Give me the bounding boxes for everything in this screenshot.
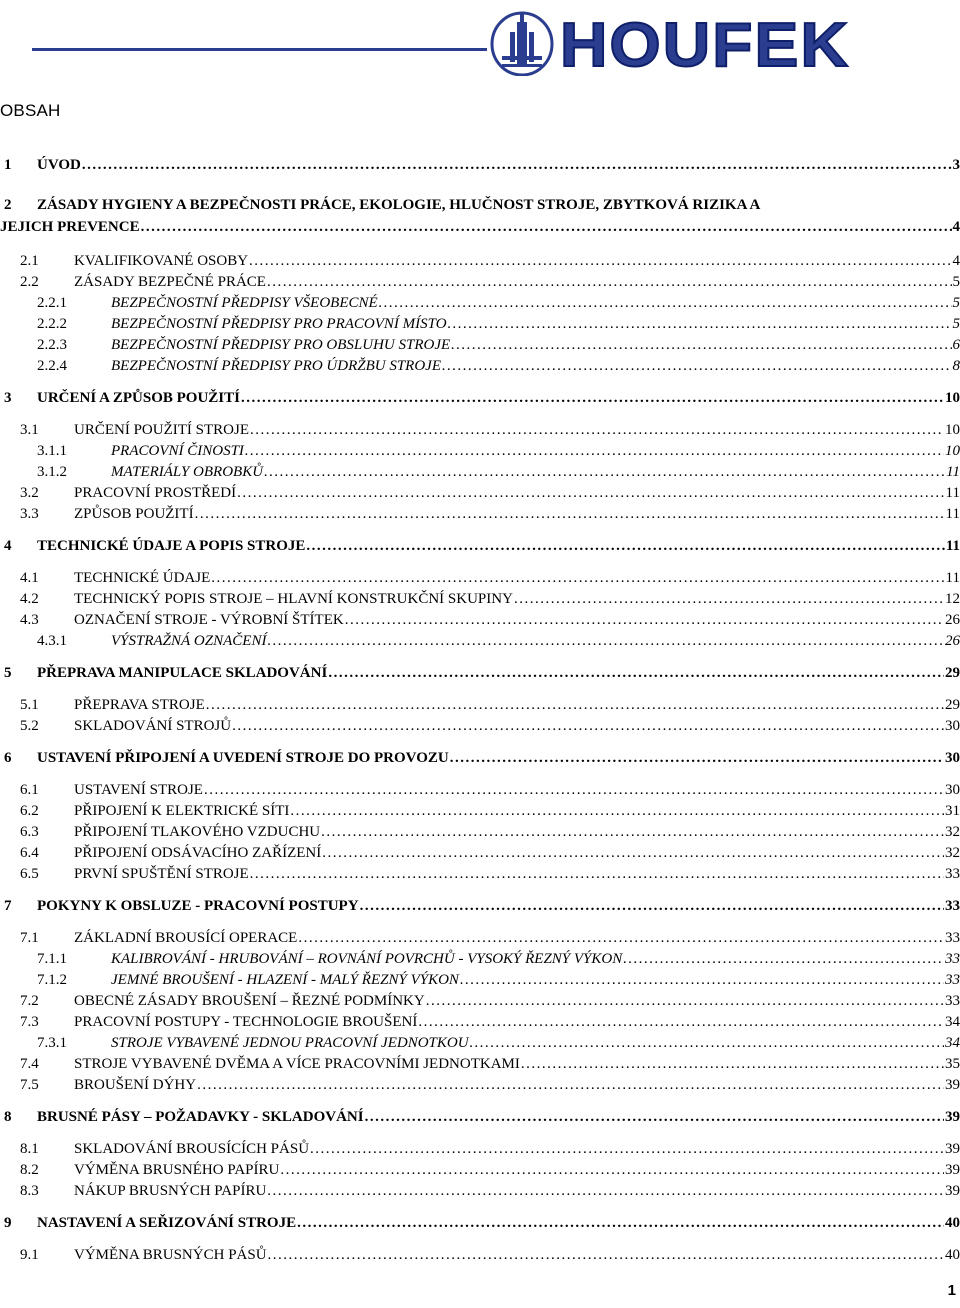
toc-entry-title: SKLADOVÁNÍ STROJŮ	[74, 718, 232, 734]
toc-leader-dots	[297, 1215, 944, 1232]
toc-leader-dots	[365, 1109, 944, 1126]
toc-entry-number: 7.3	[20, 1014, 39, 1030]
toc-entry-page: 4	[952, 253, 960, 269]
toc-leader-dots	[345, 612, 944, 629]
toc-entry-number: 7.1.2	[37, 972, 67, 988]
toc-entry-number: 7.3.1	[37, 1035, 67, 1051]
toc-entry-number: 3.1.1	[37, 443, 67, 459]
toc-entry-title: STROJE VYBAVENÉ DVĚMA A VÍCE PRACOVNÍMI JEDNOTKAMI	[74, 1056, 520, 1072]
toc-leader-dots	[249, 253, 951, 270]
toc-entry-page: 30	[945, 718, 960, 734]
toc-entry-title: PRACOVNÍ PROSTŘEDÍ	[74, 485, 237, 501]
toc-entry-number: 5.2	[20, 718, 39, 734]
toc-entry-title: USTAVENÍ STROJE	[74, 782, 203, 798]
toc-leader-dots	[204, 782, 944, 799]
toc-entry-title: NÁKUP BRUSNÝCH PAPÍRU	[74, 1183, 267, 1199]
toc-entry-title: BRUSNÉ PÁSY – POŽADAVKY - SKLADOVÁNÍ	[37, 1109, 364, 1125]
toc-entry-title: BEZPEČNOSTNÍ PŘEDPISY VŠEOBECNÉ	[111, 295, 378, 311]
toc-entry-title: ZÁSADY BEZPEČNÉ PRÁCE	[74, 274, 266, 290]
toc-leader-dots	[514, 591, 944, 608]
toc-entry-number: 7.1.1	[37, 951, 67, 967]
toc-entry-page: 33	[945, 993, 960, 1009]
toc-entry-title: TECHNICKÝ POPIS STROJE – HLAVNÍ KONSTRUKČNÍ SKUPINY	[74, 591, 513, 607]
toc-leader-dots	[195, 506, 945, 523]
toc-entry-title: PRVNÍ SPUŠTĚNÍ STROJE	[74, 866, 249, 882]
toc-entry-title: TECHNICKÉ ÚDAJE A POPIS STROJE	[37, 538, 306, 554]
toc-entry-title: OZNAČENÍ STROJE - VÝROBNÍ ŠTÍTEK	[74, 612, 344, 628]
toc-entry-page: 12	[945, 591, 960, 607]
toc-entry-page: 3	[952, 157, 960, 173]
toc-entry-title: BEZPEČNOSTNÍ PŘEDPISY PRO PRACOVNÍ MÍSTO	[111, 316, 447, 332]
toc-entry-title: PŘEPRAVA STROJE	[74, 697, 205, 713]
toc-leader-dots	[267, 274, 952, 291]
toc-entry-title: POKYNY K OBSLUZE - PRACOVNÍ POSTUPY	[37, 898, 359, 914]
toc-leader-dots	[82, 157, 952, 174]
toc-entry-number: 3.1.2	[37, 464, 67, 480]
toc-entry-title: ÚVOD	[37, 157, 81, 173]
toc-entry-page: 10	[945, 422, 960, 438]
toc-entry-page: 5	[952, 274, 960, 290]
toc-entry-title: MATERIÁLY OBROBKŮ	[111, 464, 264, 480]
toc-entry-title: PRACOVNÍ ČINOSTI	[111, 443, 244, 459]
toc-entry-page: 33	[945, 930, 960, 946]
toc-entry-number: 7.1	[20, 930, 39, 946]
toc-entry-page: 8	[952, 358, 960, 374]
toc-leader-dots	[206, 697, 944, 714]
toc-entry-page: 39	[945, 1109, 960, 1125]
toc-leader-dots	[450, 750, 944, 767]
svg-text:HOUFEK: HOUFEK	[560, 11, 850, 76]
toc-heading: OBSAH	[0, 101, 61, 120]
toc-entry-title: JEMNÉ BROUŠENÍ - HLAZENÍ - MALÝ ŘEZNÝ VÝKON	[111, 972, 459, 988]
toc-entry-page: 39	[945, 1141, 960, 1157]
toc-entry-title: KVALIFIKOVANÉ OSOBY	[74, 253, 249, 269]
toc-leader-dots	[264, 464, 945, 481]
toc-entry-page: 11	[945, 538, 960, 554]
toc-entry-number: 7.4	[20, 1056, 39, 1072]
toc-entry-title: SKLADOVÁNÍ BROUSÍCÍCH PÁSŮ	[74, 1141, 310, 1157]
toc-entry-page: 39	[945, 1077, 960, 1093]
toc-entry-page: 35	[945, 1056, 960, 1072]
toc-leader-dots	[521, 1056, 944, 1073]
toc-entry-number: 4.3.1	[37, 633, 67, 649]
toc-entry-page: 26	[945, 633, 960, 649]
toc-leader-dots	[306, 538, 944, 555]
toc-leader-dots	[360, 898, 944, 915]
toc-leader-dots	[321, 824, 944, 841]
toc-entry-title: URČENÍ POUŽITÍ STROJE	[74, 422, 249, 438]
toc-entry-title: TECHNICKÉ ÚDAJE	[74, 570, 211, 586]
toc-entry-number: 4	[4, 538, 12, 554]
toc-entry-page: 33	[945, 951, 960, 967]
toc-entry-number: 8.3	[20, 1183, 39, 1199]
toc-entry-number: 3.1	[20, 422, 39, 438]
toc-leader-dots	[241, 390, 944, 407]
toc-leader-dots	[460, 972, 944, 989]
toc-entry-number: 6.2	[20, 803, 39, 819]
toc-entry-title: PŘEPRAVA MANIPULACE SKLADOVÁNÍ	[37, 665, 328, 681]
toc-entry-title: STROJE VYBAVENÉ JEDNOU PRACOVNÍ JEDNOTKOU	[111, 1035, 469, 1051]
toc-entry-title: JEJICH PREVENCE	[0, 219, 140, 235]
toc-entry-page: 39	[945, 1183, 960, 1199]
toc-entry-title: VÝSTRAŽNÁ OZNAČENÍ	[111, 633, 267, 649]
toc-entry-number: 9	[4, 1215, 12, 1231]
toc-entry-number: 2	[4, 197, 12, 213]
toc-entry-number: 6.5	[20, 866, 39, 882]
toc-entry-page: 40	[945, 1247, 960, 1263]
toc-entry-number: 2.1	[20, 253, 39, 269]
toc-entry-page: 5	[952, 295, 960, 311]
toc-leader-dots	[280, 1162, 944, 1179]
toc-leader-dots	[141, 219, 952, 236]
toc-entry-number: 2.2.2	[37, 316, 67, 332]
toc-leader-dots	[623, 951, 944, 968]
toc-leader-dots	[268, 1247, 944, 1264]
toc-entry-number: 9.1	[20, 1247, 39, 1263]
page-number: 1	[947, 1282, 956, 1299]
toc-leader-dots	[250, 866, 944, 883]
toc-entry-page: 11	[946, 464, 960, 480]
toc-entry-number: 8	[4, 1109, 12, 1125]
toc-entry-number: 7.2	[20, 993, 39, 1009]
toc-entry-title: OBECNÉ ZÁSADY BROUŠENÍ – ŘEZNÉ PODMÍNKY	[74, 993, 425, 1009]
toc-leader-dots	[426, 993, 944, 1010]
toc-entry-title-line1: ZÁSADY HYGIENY A BEZPEČNOSTI PRÁCE, EKOLOGIE, HLUČNOST STROJE, ZBYTKOVÁ RIZIKA A	[37, 197, 761, 213]
toc-leader-dots	[379, 295, 952, 312]
toc-entry-page: 32	[945, 845, 960, 861]
toc-entry-number: 2.2	[20, 274, 39, 290]
toc-entry-title: KALIBROVÁNÍ - HRUBOVÁNÍ – ROVNÁNÍ POVRCHŮ - VYSOKÝ ŘEZNÝ VÝKON	[111, 951, 623, 967]
toc-entry-page: 39	[945, 1162, 960, 1178]
toc-entry-page: 29	[945, 665, 960, 681]
toc-entry-number: 7	[4, 898, 12, 914]
toc-entry-title: VÝMĚNA BRUSNÝCH PÁSŮ	[74, 1247, 267, 1263]
toc-entry-title: ZPŮSOB POUŽITÍ	[74, 506, 194, 522]
toc-entry-page: 10	[945, 390, 960, 406]
toc-entry-page: 11	[945, 485, 960, 501]
toc-entry-page: 33	[945, 898, 960, 914]
toc-entry-number: 5.1	[20, 697, 39, 713]
toc-entry-page: 11	[945, 506, 960, 522]
toc-entry-title: PŘIPOJENÍ ODSÁVACÍHO ZAŘÍZENÍ	[74, 845, 322, 861]
toc-entry-page: 30	[945, 782, 960, 798]
toc-entry-number: 4.1	[20, 570, 39, 586]
toc-entry-title: PRACOVNÍ POSTUPY - TECHNOLOGIE BROUŠENÍ	[74, 1014, 418, 1030]
toc-entry-number: 4.3	[20, 612, 39, 628]
toc-entry-number: 8.1	[20, 1141, 39, 1157]
toc-entry-number: 3	[4, 390, 12, 406]
toc-entry-page: 6	[952, 337, 960, 353]
toc-leader-dots	[418, 1014, 944, 1031]
toc-entry-page: 34	[945, 1014, 960, 1030]
toc-entry-title: URČENÍ A ZPŮSOB POUŽITÍ	[37, 390, 240, 406]
toc-leader-dots	[211, 570, 944, 587]
toc-entry-title: VÝMĚNA BRUSNÉHO PAPÍRU	[74, 1162, 280, 1178]
toc-entry-number: 6.4	[20, 845, 39, 861]
toc-entry-page: 31	[945, 803, 960, 819]
toc-entry-page: 4	[952, 219, 960, 235]
toc-leader-dots	[267, 1183, 944, 1200]
toc-leader-dots	[250, 422, 944, 439]
toc-entry-title: BEZPEČNOSTNÍ PŘEDPISY PRO ÚDRŽBU STROJE	[111, 358, 441, 374]
toc-entry-number: 6.1	[20, 782, 39, 798]
toc-entry-number: 2.2.4	[37, 358, 67, 374]
toc-entry-number: 6.3	[20, 824, 39, 840]
toc-entry-title: ZÁKLADNÍ BROUSÍCÍ OPERACE	[74, 930, 298, 946]
toc-entry-number: 6	[4, 750, 12, 766]
toc-entry-number: 3.2	[20, 485, 39, 501]
toc-entry-page: 32	[945, 824, 960, 840]
toc-entry-number: 8.2	[20, 1162, 39, 1178]
toc-entry-number: 4.2	[20, 591, 39, 607]
toc-entry-title: PŘIPOJENÍ TLAKOVÉHO VZDUCHU	[74, 824, 321, 840]
toc-entry-page: 10	[945, 443, 960, 459]
toc-entry-title: BEZPEČNOSTNÍ PŘEDPISY PRO OBSLUHU STROJE	[111, 337, 451, 353]
toc-leader-dots	[290, 803, 944, 820]
toc-entry-number: 3.3	[20, 506, 39, 522]
toc-leader-dots	[442, 358, 952, 375]
toc-entry-title: USTAVENÍ PŘIPOJENÍ A UVEDENÍ STROJE DO PROVOZU	[37, 750, 449, 766]
toc-entry-number: 1	[4, 157, 12, 173]
toc-leader-dots	[310, 1141, 944, 1158]
toc-leader-dots	[197, 1077, 944, 1094]
toc-entry-page: 34	[945, 1035, 960, 1051]
toc-leader-dots	[451, 337, 951, 354]
toc-leader-dots	[322, 845, 944, 862]
toc-leader-dots	[328, 665, 944, 682]
toc-entry-page: 26	[945, 612, 960, 628]
toc-leader-dots	[237, 485, 944, 502]
toc-leader-dots	[448, 316, 952, 333]
toc-entry-title: PŘIPOJENÍ K ELEKTRICKÉ SÍTI	[74, 803, 290, 819]
toc-entry-number: 7.5	[20, 1077, 39, 1093]
toc-entry-page: 33	[945, 866, 960, 882]
toc-entry-number: 2.2.1	[37, 295, 67, 311]
toc-entry-page: 30	[945, 750, 960, 766]
toc-leader-dots	[232, 718, 944, 735]
toc-leader-dots	[298, 930, 944, 947]
toc-entry-title: NASTAVENÍ A SEŘIZOVÁNÍ STROJE	[37, 1215, 297, 1231]
toc-entry-title: BROUŠENÍ DÝHY	[74, 1077, 197, 1093]
toc-entry-page: 29	[945, 697, 960, 713]
toc-entry-page: 11	[945, 570, 960, 586]
toc-leader-dots	[470, 1035, 944, 1052]
toc-leader-dots	[245, 443, 944, 460]
toc-entry-number: 2.2.3	[37, 337, 67, 353]
toc-entry-number: 5	[4, 665, 12, 681]
toc-entry-page: 5	[952, 316, 960, 332]
toc-entry-page: 33	[945, 972, 960, 988]
toc-entry-page: 40	[945, 1215, 960, 1231]
toc-leader-dots	[267, 633, 944, 650]
